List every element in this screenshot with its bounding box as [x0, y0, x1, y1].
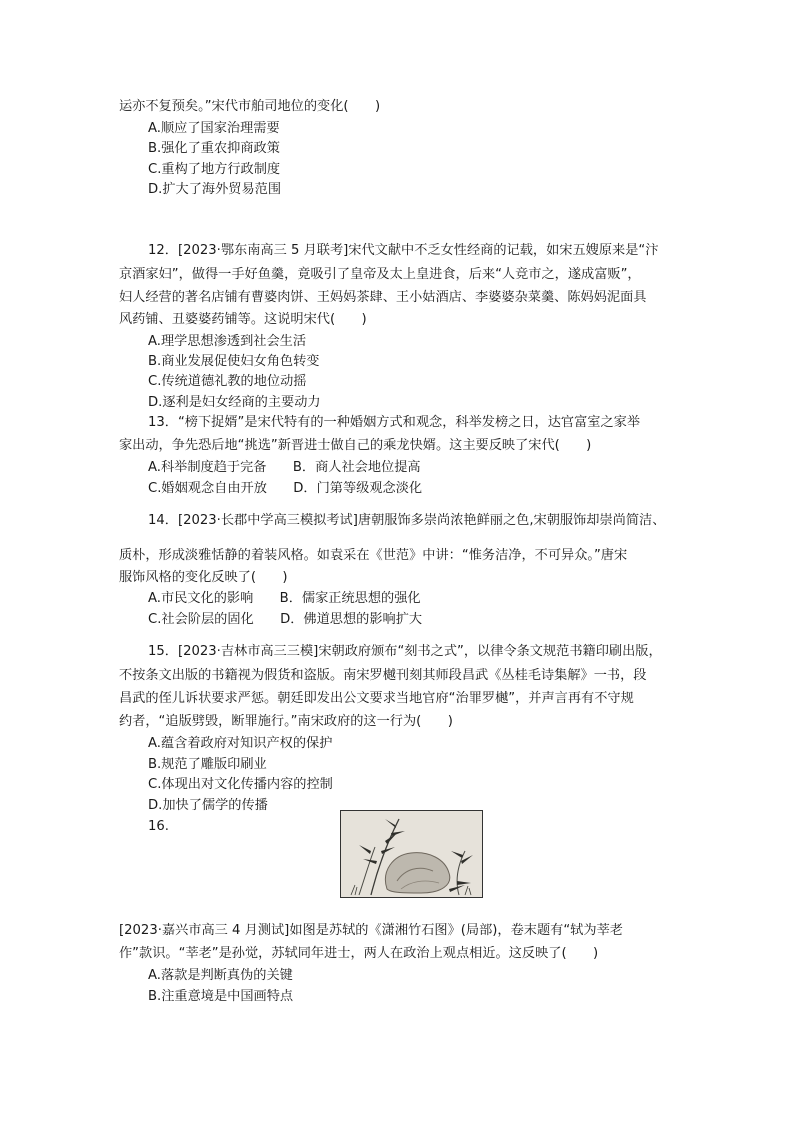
prev-option-c: C.重构了地方行政制度: [148, 162, 281, 177]
q15-option-d: D.加快了儒学的传播: [148, 798, 268, 813]
q15-stem-line-4: 约者，“追版劈毁，断罪施行。”南宋政府的这一行为( ): [119, 714, 453, 729]
q13-options-row-2: C.婚姻观念自由开放 D．门第等级观念淡化: [148, 481, 423, 496]
q16-stem-line-2: 作”款识。“莘老”是孙觉，苏轼同年进士，两人在政治上观点相近。这反映了( ): [119, 946, 599, 961]
q16-number: 16.: [148, 819, 169, 834]
q16-stem-line-1: [2023·嘉兴市高三 4 月测试]如图是苏轼的《潇湘竹石图》(局部)，卷末题有“轼为莘老: [119, 923, 623, 938]
q15-option-c: C.体现出对文化传播内容的控制: [148, 777, 333, 792]
q12-option-b: B.商业发展促使妇女角色转变: [148, 354, 320, 369]
q14-stem-line-3: 服饰风格的变化反映了( ): [119, 570, 288, 585]
q12-option-c: C.传统道德礼教的地位动摇: [148, 374, 307, 389]
q14-stem-line-1: 14．[2023·长郡中学高三模拟考试]唐朝服饰多崇尚浓艳鲜丽之色,宋朝服饰却崇尚简洁、: [148, 513, 666, 528]
q14-options-row-2: C.社会阶层的固化 D．佛道思想的影响扩大: [148, 612, 423, 627]
q12-stem-line-2: 京酒家妇”，做得一手好鱼羹，竟吸引了皇帝及太上皇进食，后来“人竞市之，遂成富贩”，: [119, 267, 641, 282]
bamboo-rock-painting-image: [340, 810, 483, 898]
prev-option-d: D.扩大了海外贸易范围: [148, 182, 282, 197]
q13-stem-line-2: 家出动，争先恐后地“挑选”新晋进士做自己的乘龙快婿。这主要反映了宋代( ): [119, 438, 592, 453]
q16-option-b: B.注重意境是中国画特点: [148, 989, 294, 1004]
q12-stem-line-3: 妇人经营的著名店铺有曹婆肉饼、王妈妈茶肆、王小姑酒店、李婆婆杂菜羹、陈妈妈泥面具: [119, 290, 647, 305]
prev-option-a: A.顺应了国家治理需要: [148, 121, 280, 136]
q15-stem-line-2: 不按条文出版的书籍视为假货和盗版。南宋罗樾刊刻其师段昌武《丛桂毛诗集解》一书，段: [119, 668, 647, 683]
q14-stem-line-2: 质朴，形成淡雅恬静的着装风格。如袁采在《世范》中讲：“惟务洁净，不可异众。”唐宋: [119, 548, 628, 563]
q15-option-a: A.蕴含着政府对知识产权的保护: [148, 736, 333, 751]
prev-option-b: B.强化了重农抑商政策: [148, 141, 280, 156]
q15-stem-line-3: 昌武的侄儿诉状要求严惩。朝廷即发出公文要求当地官府“治罪罗樾”，并声言再有不守规: [119, 691, 634, 706]
q13-stem-line-1: 13．“榜下捉婿”是宋代特有的一种婚姻方式和观念，科举发榜之日，达官富室之家举: [148, 415, 641, 430]
prev-question-stem: 运亦不复预矣。”宋代市舶司地位的变化( ): [119, 99, 381, 114]
q14-options-row-1: A.市民文化的影响 B．儒家正统思想的强化: [148, 591, 421, 606]
q12-option-d: D.逐利是妇女经商的主要动力: [148, 395, 321, 410]
q13-options-row-1: A.科举制度趋于完备 B．商人社会地位提高: [148, 460, 421, 475]
q15-option-b: B.规范了雕版印刷业: [148, 757, 267, 772]
q16-option-a: A.落款是判断真伪的关键: [148, 968, 293, 983]
q12-stem-line-4: 风药铺、丑婆婆药铺等。这说明宋代( ): [119, 312, 367, 327]
q12-option-a: A.理学思想渗透到社会生活: [148, 334, 307, 349]
q12-stem-line-1: 12．[2023·鄂东南高三 5 月联考]宋代文献中不乏女性经商的记载，如宋五嫂原来是“汴: [148, 243, 659, 258]
q15-stem-line-1: 15．[2023·吉林市高三三模]宋朝政府颁布“刻书之式”，以律令条文规范书籍印刷出版，: [148, 644, 662, 659]
